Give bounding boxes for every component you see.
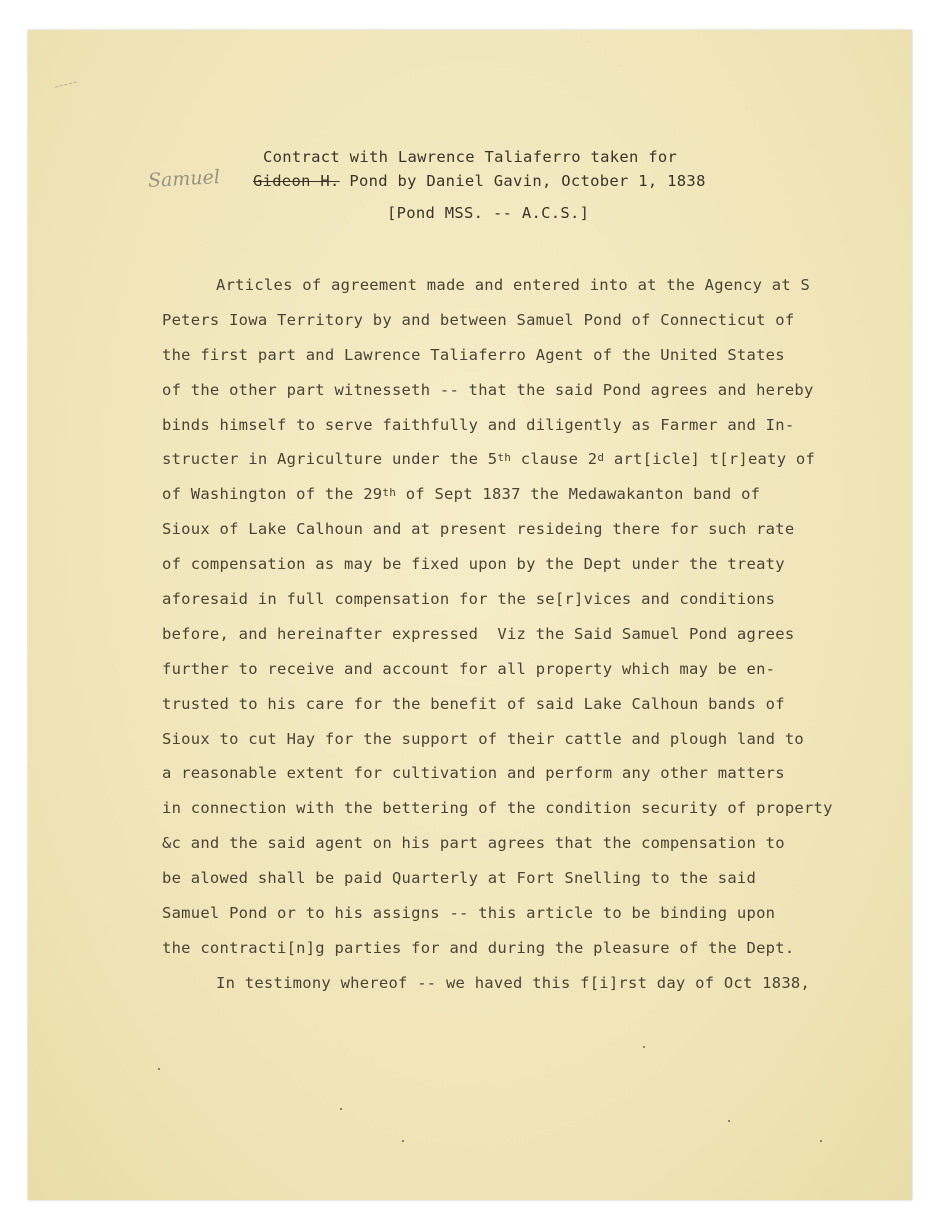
body-line: aforesaid in full compensation for the se[r]vices and conditions [162, 590, 776, 609]
body-text-segment: structer in Agriculture under the 5 [162, 450, 498, 469]
body-line: before, and hereinafter expressed Viz the Said Samuel Pond agrees [162, 624, 795, 643]
paper-speck [820, 1140, 822, 1142]
body-line: the first part and Lawrence Taliaferro Agent of the United States [162, 345, 785, 364]
paper-speck [158, 1068, 160, 1070]
contract-body [162, 268, 902, 1001]
handwritten-annotation: Samuel [147, 166, 221, 192]
superscript: th [497, 451, 512, 465]
body-line: of the other part witnesseth -- that the said Pond agrees and hereby [162, 380, 814, 399]
body-line: of compensation as may be fixed upon by the Dept under the treaty [162, 555, 785, 574]
body-line: &c and the said agent on his part agrees that the compensation to [162, 834, 785, 853]
body-line: trusted to his care for the benefit of said Lake Calhoun bands of [162, 694, 785, 713]
title-line-2 [253, 172, 706, 190]
paper-speck [728, 1120, 730, 1122]
body-line: be alowed shall be paid Quarterly at Fort Snelling to the said [162, 869, 757, 888]
body-line: a reasonable extent for cultivation and perform any other matters [162, 764, 785, 783]
body-line: Articles of agreement made and entered into at the Agency at S [216, 276, 811, 294]
body-text-segment: of Sept 1837 the Medawakanton band of [396, 485, 761, 504]
body-line: in connection with the bettering of the condition security of property [162, 799, 833, 818]
struck-name: Gideon H. [253, 172, 340, 190]
superscript: d [597, 451, 605, 465]
body-line: Sioux of Lake Calhoun and at present resideing there for such rate [162, 520, 795, 539]
paper-speck [643, 1046, 645, 1048]
body-text-segment: of Washington of the 29 [162, 485, 383, 504]
body-line: further to receive and account for all property which may be en- [162, 659, 776, 678]
body-line: Samuel Pond or to his assigns -- this article to be binding upon [162, 904, 776, 923]
paper-speck [402, 1140, 404, 1142]
superscript: th [382, 486, 397, 500]
body-line: the contracti[n]g parties for and during the pleasure of the Dept. [162, 938, 795, 957]
body-text-segment: art[icle] t[r]eaty of [604, 450, 816, 469]
source-citation: [Pond MSS. -- A.C.S.] [387, 204, 590, 222]
body-line [162, 442, 902, 477]
title-line-2-rest: Pond by Daniel Gavin, October 1, 1838 [339, 172, 706, 190]
title-line-1: Contract with Lawrence Taliaferro taken for [263, 148, 678, 166]
body-line: binds himself to serve faithfully and diligently as Farmer and In- [162, 415, 795, 434]
body-text-segment: clause 2 [511, 450, 598, 469]
body-line: Sioux to cut Hay for the support of their cattle and plough land to [162, 729, 804, 748]
body-line: Peters Iowa Territory by and between Samuel Pond of Connecticut of [162, 310, 795, 329]
paper-speck [340, 1108, 342, 1110]
closing-line: In testimony whereof -- we haved this f[i]rst day of Oct 1838, [216, 973, 811, 992]
body-line [162, 477, 902, 512]
